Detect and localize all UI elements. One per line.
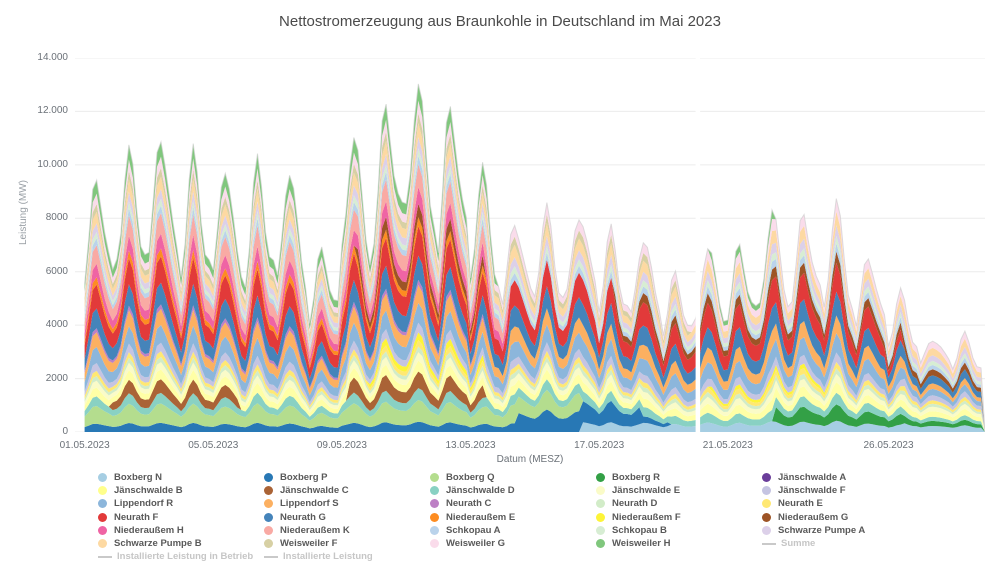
legend-item-weisweiler-h[interactable] [596, 537, 759, 550]
x-tick-label: 01.05.2023 [59, 440, 110, 451]
legend-dot-swatch [596, 499, 605, 508]
legend-item-boxberg-n[interactable] [98, 471, 261, 484]
legend-item-label: Summe [781, 538, 816, 550]
legend-item-niederaussem-f[interactable] [596, 511, 759, 524]
legend-item-boxberg-r[interactable] [596, 471, 759, 484]
legend-item-niederaussem-g[interactable] [762, 511, 925, 524]
legend-dot-swatch [762, 473, 771, 482]
legend-item-janschwalde-b[interactable] [98, 484, 261, 497]
y-tick-label: 0 [62, 426, 68, 437]
legend-item-label: Jänschwalde E [612, 485, 681, 497]
y-tick-label: 14.000 [37, 52, 68, 63]
legend-item-label: Installierte Leistung in Betrieb [117, 551, 254, 563]
stacked-area-chart[interactable] [75, 58, 985, 432]
y-tick-label: 10.000 [37, 158, 68, 170]
legend-item-label: Installierte Leistung [283, 551, 373, 563]
legend-item-label: Jänschwalde C [280, 485, 349, 497]
legend-dot-swatch [596, 513, 605, 522]
legend-item-installierte-leistung[interactable] [264, 550, 427, 563]
legend-item-niederaussem-e[interactable] [430, 511, 593, 524]
legend-item-lippendorf-r[interactable] [98, 497, 261, 510]
legend-item-label: Schwarze Pumpe B [114, 538, 202, 550]
legend-item-label: Jänschwalde F [778, 485, 846, 497]
legend-line-swatch [98, 556, 112, 558]
legend-item-boxberg-p[interactable] [264, 471, 427, 484]
legend-item-label: Boxberg N [114, 472, 163, 484]
legend-item-neurath-g[interactable] [264, 511, 427, 524]
legend-item-label: Boxberg P [280, 472, 328, 484]
legend-dot-swatch [264, 486, 273, 495]
x-tick-label: 17.05.2023 [574, 440, 625, 451]
legend-dot-swatch [430, 526, 439, 535]
legend-item-label: Schkopau A [446, 524, 501, 536]
y-tick-label: 8000 [45, 212, 68, 224]
legend-item-label: Neurath C [446, 498, 492, 510]
legend-item-janschwalde-f[interactable] [762, 484, 925, 497]
legend-item-label: Neurath D [612, 498, 658, 510]
legend-item-label: Schkopau B [612, 524, 667, 536]
legend-item-janschwalde-a[interactable] [762, 471, 925, 484]
legend-item-label: Niederaußem K [280, 524, 350, 536]
legend-dot-swatch [264, 539, 273, 548]
legend-dot-swatch [596, 539, 605, 548]
legend-item-niederaussem-h[interactable] [98, 524, 261, 537]
y-tick-label: 2000 [45, 372, 68, 384]
legend-dot-swatch [264, 513, 273, 522]
legend-dot-swatch [596, 473, 605, 482]
legend-dot-swatch [430, 513, 439, 522]
legend-item-lippendorf-s[interactable] [264, 497, 427, 510]
legend-item-summe[interactable] [762, 537, 925, 550]
legend-item-label: Boxberg R [612, 472, 661, 484]
legend-item-label: Jänschwalde D [446, 485, 515, 497]
legend-dot-swatch [762, 526, 771, 535]
legend-item-label: Neurath G [280, 511, 326, 523]
legend-item-weisweiler-f[interactable] [264, 537, 427, 550]
legend-item-label: Jänschwalde A [778, 472, 847, 484]
legend-item-schkopau-a[interactable] [430, 524, 593, 537]
y-tick-label: 12.000 [37, 105, 68, 117]
legend-item-label: Jänschwalde B [114, 485, 183, 497]
legend-dot-swatch [264, 526, 273, 535]
legend-item-label: Neurath F [114, 511, 159, 523]
legend-item-label: Lippendorf R [114, 498, 174, 510]
legend-item-schkopau-b[interactable] [596, 524, 759, 537]
legend-line-swatch [264, 556, 278, 558]
legend-item-niederaussem-k[interactable] [264, 524, 427, 537]
legend-item-neurath-f[interactable] [98, 511, 261, 524]
legend-dot-swatch [430, 486, 439, 495]
legend-dot-swatch [98, 513, 107, 522]
legend-item-label: Weisweiler H [612, 538, 671, 550]
legend-dot-swatch [762, 486, 771, 495]
x-tick-label: 05.05.2023 [188, 440, 239, 451]
legend-item-janschwalde-e[interactable] [596, 484, 759, 497]
legend-item-boxberg-q[interactable] [430, 471, 593, 484]
legend-item-label: Niederaußem G [778, 511, 849, 523]
legend-item-label: Weisweiler F [280, 538, 338, 550]
legend-item-label: Weisweiler G [446, 538, 505, 550]
y-axis-title: Leistung (MW) [18, 179, 29, 245]
legend-item-label: Neurath E [778, 498, 823, 510]
legend-item-weisweiler-g[interactable] [430, 537, 593, 550]
x-tick-label: 21.05.2023 [702, 440, 753, 451]
legend-item-schwarze-pumpe-b[interactable] [98, 537, 261, 550]
chart-canvas[interactable] [75, 58, 985, 432]
legend-dot-swatch [430, 499, 439, 508]
legend-dot-swatch [596, 486, 605, 495]
legend-item-label: Boxberg Q [446, 472, 495, 484]
legend-dot-swatch [762, 499, 771, 508]
legend-dot-swatch [596, 526, 605, 535]
legend-dot-swatch [98, 526, 107, 535]
x-tick-label: 09.05.2023 [316, 440, 367, 451]
legend-item-label: Schwarze Pumpe A [778, 524, 866, 536]
legend-item-neurath-d[interactable] [596, 497, 759, 510]
legend-item-label: Niederaußem F [612, 511, 681, 523]
legend-item-label: Niederaußem E [446, 511, 516, 523]
data-gap [696, 58, 701, 432]
legend-dot-swatch [264, 473, 273, 482]
x-tick-label: 13.05.2023 [445, 440, 496, 451]
x-tick-label: 26.05.2023 [863, 440, 914, 451]
legend-line-swatch [762, 543, 776, 545]
legend-dot-swatch [430, 473, 439, 482]
legend-item-janschwalde-d[interactable] [430, 484, 593, 497]
legend-dot-swatch [98, 539, 107, 548]
y-tick-label: 4000 [45, 319, 68, 331]
legend-item-neurath-e[interactable] [762, 497, 925, 510]
chart-legend [98, 471, 930, 563]
legend-item-label: Niederaußem H [114, 524, 184, 536]
legend-item-installierte-leistung-in-betrieb[interactable] [98, 550, 261, 563]
y-tick-label: 6000 [45, 265, 68, 277]
legend-dot-swatch [264, 499, 273, 508]
legend-dot-swatch [98, 473, 107, 482]
legend-item-janschwalde-c[interactable] [264, 484, 427, 497]
legend-dot-swatch [98, 499, 107, 508]
legend-dot-swatch [430, 539, 439, 548]
legend-dot-swatch [762, 513, 771, 522]
chart-title: Nettostromerzeugung aus Braunkohle in Deutschland im Mai 2023 [279, 13, 721, 30]
legend-item-schwarze-pumpe-a[interactable] [762, 524, 925, 537]
x-axis-title: Datum (MESZ) [496, 454, 564, 465]
legend-item-label: Lippendorf S [280, 498, 339, 510]
legend-dot-swatch [98, 486, 107, 495]
legend-item-neurath-c[interactable] [430, 497, 593, 510]
